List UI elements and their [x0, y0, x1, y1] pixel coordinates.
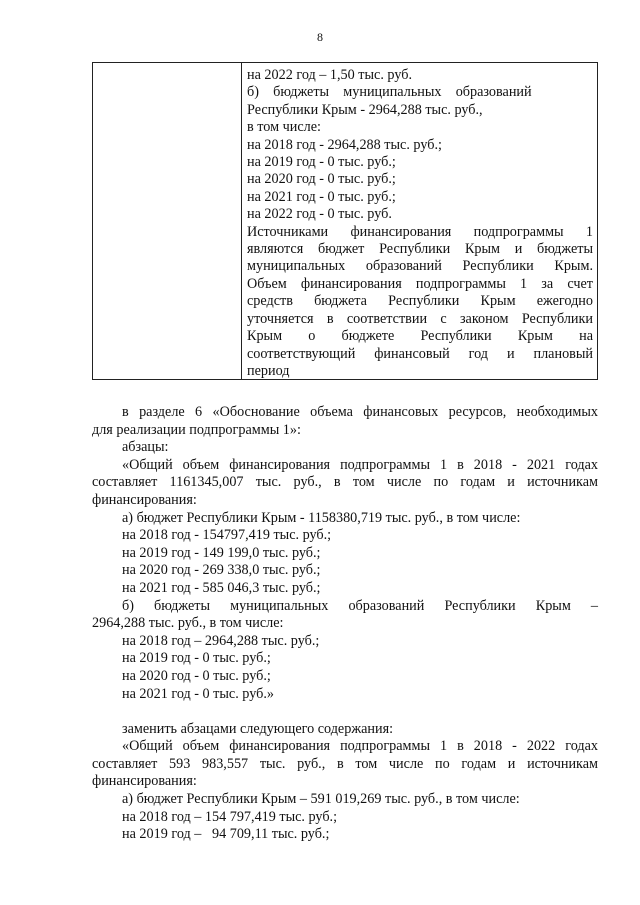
table-line: б) бюджеты муниципальных образований	[247, 84, 532, 101]
table-column-divider	[241, 63, 242, 379]
table-line: Крым о бюджете Республики Крым на	[247, 328, 593, 345]
paragraph-line: для реализации подпрограммы 1»:	[92, 421, 301, 438]
paragraph-line: на 2021 год - 585 046,3 тыс. руб.;	[122, 579, 321, 596]
paragraph-line: 2964,288 тыс. руб., в том числе:	[92, 615, 284, 632]
paragraph-line: составляет 593 983,557 тыс. руб., в том числе по годам и источникам	[92, 755, 598, 772]
paragraph-line: на 2018 год – 154 797,419 тыс. руб.;	[122, 808, 338, 825]
table-line: соответствующий финансовый год и плановый	[247, 345, 593, 362]
paragraph-line: финансирования:	[92, 491, 197, 508]
funding-table	[92, 62, 598, 380]
paragraph-line: а) бюджет Республики Крым – 591 019,269 тыс. руб., в том числе:	[122, 791, 520, 808]
paragraph-line: б) бюджеты муниципальных образований Республики Крым –	[122, 597, 598, 614]
table-line: Республики Крым - 2964,288 тыс. руб.,	[247, 101, 483, 118]
table-line: являются бюджет Республики Крым и бюджеты	[247, 241, 593, 258]
paragraph-line: на 2019 год - 149 199,0 тыс. руб.;	[122, 544, 321, 561]
paragraph-line: составляет 1161345,007 тыс. руб., в том числе по годам и источникам	[92, 474, 598, 491]
paragraph-line: на 2019 год – 94 709,11 тыс. руб.;	[122, 826, 330, 843]
paragraph-line: на 2020 год - 269 338,0 тыс. руб.;	[122, 562, 321, 579]
paragraph-line: финансирования:	[92, 773, 197, 790]
table-right-cell	[247, 67, 593, 380]
table-line: на 2022 год - 0 тыс. руб.	[247, 206, 392, 223]
paragraph-line: заменить абзацами следующего содержания:	[122, 720, 394, 737]
paragraph-line: на 2020 год - 0 тыс. руб.;	[122, 667, 271, 684]
paragraph-line: на 2018 год - 154797,419 тыс. руб.;	[122, 527, 332, 544]
paragraph-line: «Общий объем финансирования подпрограммы 1 в 2018 - 2021 годах	[122, 456, 598, 473]
table-line: на 2019 год - 0 тыс. руб.;	[247, 154, 396, 171]
paragraph-line: на 2021 год - 0 тыс. руб.»	[122, 685, 274, 702]
table-line: Объем финансирования подпрограммы 1 за счет	[247, 275, 593, 292]
paragraph-line: абзацы:	[122, 439, 169, 456]
table-line: на 2020 год - 0 тыс. руб.;	[247, 171, 396, 188]
table-line: на 2022 год – 1,50 тыс. руб.	[247, 67, 412, 83]
paragraph-line: в разделе 6 «Обоснование объема финансовых ресурсов, необходимых	[122, 404, 598, 420]
table-line: средств бюджета Республики Крым ежегодно	[247, 293, 593, 310]
table-line: на 2021 год - 0 тыс. руб.;	[247, 188, 396, 205]
paragraph-line: а) бюджет Республики Крым - 1158380,719 тыс. руб., в том числе:	[122, 509, 521, 526]
table-line: период	[247, 362, 290, 379]
document-body	[92, 404, 598, 844]
paragraph-gap	[92, 703, 598, 721]
table-line: уточняется в соответствии с законом Республики	[247, 310, 593, 327]
table-line: муниципальных образований Республики Крым.	[247, 258, 593, 275]
table-line: в том числе:	[247, 119, 321, 136]
page-number: 8	[317, 30, 323, 44]
paragraph-line: «Общий объем финансирования подпрограммы 1 в 2018 - 2022 годах	[122, 738, 598, 755]
paragraph-line: на 2018 год – 2964,288 тыс. руб.;	[122, 632, 320, 649]
table-line: Источниками финансирования подпрограммы 1	[247, 223, 593, 240]
table-line: на 2018 год - 2964,288 тыс. руб.;	[247, 136, 442, 153]
paragraph-line: на 2019 год - 0 тыс. руб.;	[122, 650, 271, 667]
